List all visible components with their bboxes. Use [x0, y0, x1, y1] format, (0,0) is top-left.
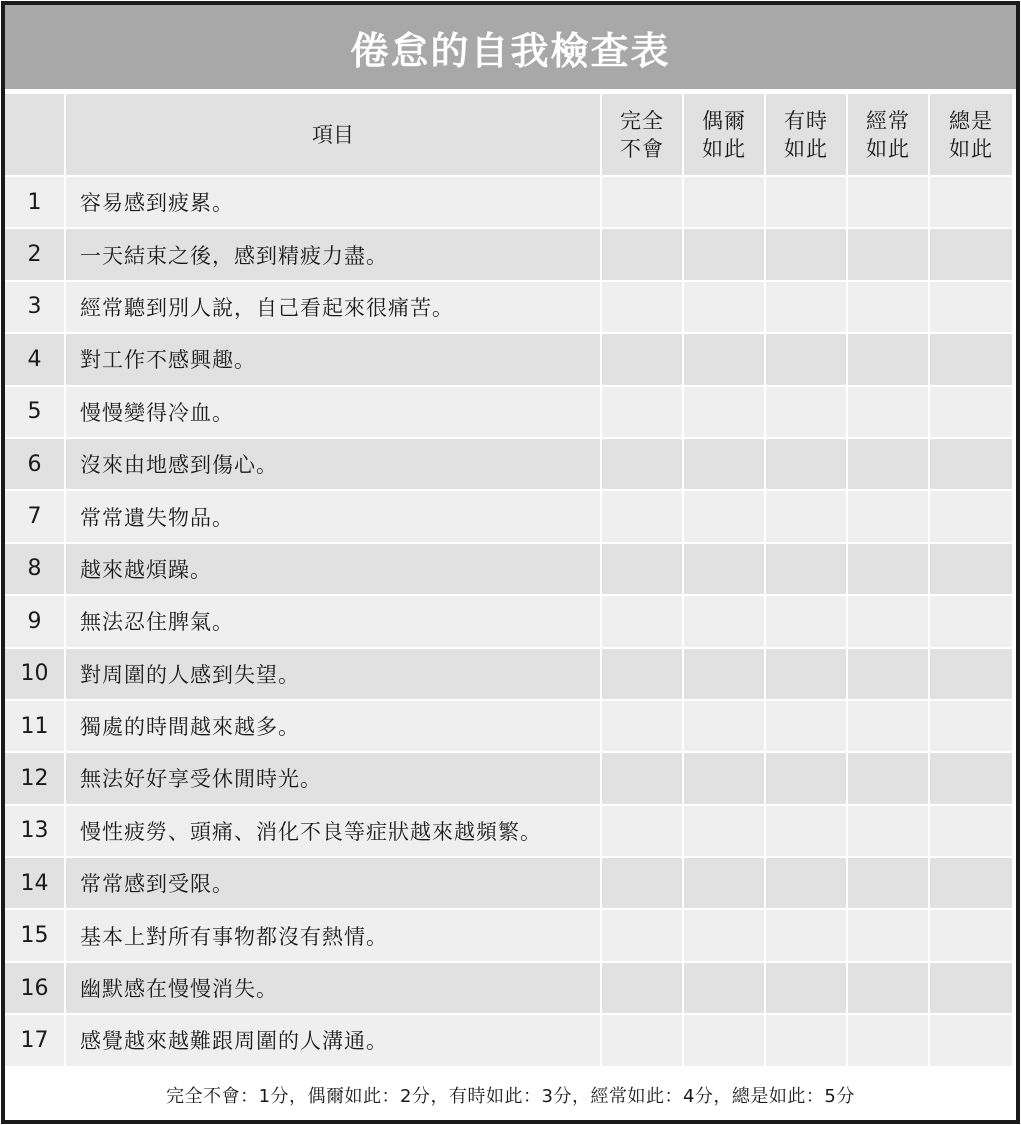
header-choice-always — [930, 94, 1012, 177]
header-choice-line: 如此 — [949, 136, 993, 161]
answer-box-sometimes[interactable] — [766, 177, 848, 229]
header-choice-line: 總是 — [949, 108, 993, 133]
answer-box-sometimes[interactable] — [766, 649, 848, 701]
answer-box-rarely[interactable] — [684, 649, 766, 701]
row-item-text: 無法忍住脾氣。 — [66, 596, 602, 648]
row-item-text: 沒來由地感到傷心。 — [66, 439, 602, 491]
answer-box-often[interactable] — [848, 491, 930, 543]
row-number: 9 — [5, 596, 66, 648]
answer-box-never[interactable] — [602, 963, 684, 1015]
row-number: 11 — [5, 701, 66, 753]
row-number: 1 — [5, 177, 66, 229]
answer-box-often[interactable] — [848, 858, 930, 910]
answer-box-often[interactable] — [848, 334, 930, 386]
answer-box-never[interactable] — [602, 753, 684, 805]
row-item-text: 慢性疲勞、頭痛、消化不良等症狀越來越頻繁。 — [66, 806, 602, 858]
answer-box-sometimes[interactable] — [766, 491, 848, 543]
answer-box-never[interactable] — [602, 806, 684, 858]
header-choice-line: 偶爾 — [702, 108, 746, 133]
answer-box-rarely[interactable] — [684, 701, 766, 753]
header-choice-line: 有時 — [784, 108, 828, 133]
answer-box-often[interactable] — [848, 753, 930, 805]
row-item-text: 幽默感在慢慢消失。 — [66, 963, 602, 1015]
row-number: 17 — [5, 1015, 66, 1067]
answer-box-never[interactable] — [602, 229, 684, 281]
answer-box-often[interactable] — [848, 229, 930, 281]
row-number: 14 — [5, 858, 66, 910]
answer-box-never[interactable] — [602, 1015, 684, 1067]
row-item-text: 基本上對所有事物都沒有熱情。 — [66, 910, 602, 962]
answer-box-always[interactable] — [930, 858, 1012, 910]
answer-box-rarely[interactable] — [684, 544, 766, 596]
row-item-text: 對周圍的人感到失望。 — [66, 649, 602, 701]
header-number — [5, 94, 66, 177]
answer-box-rarely[interactable] — [684, 1015, 766, 1067]
answer-box-often[interactable] — [848, 177, 930, 229]
answer-box-rarely[interactable] — [684, 387, 766, 439]
answer-box-often[interactable] — [848, 387, 930, 439]
answer-box-sometimes[interactable] — [766, 282, 848, 334]
answer-box-always[interactable] — [930, 334, 1012, 386]
answer-box-always[interactable] — [930, 544, 1012, 596]
row-item-text: 一天結束之後，感到精疲力盡。 — [66, 229, 602, 281]
row-item-text: 對工作不感興趣。 — [66, 334, 602, 386]
answer-box-always[interactable] — [930, 491, 1012, 543]
answer-box-sometimes[interactable] — [766, 858, 848, 910]
answer-box-rarely[interactable] — [684, 806, 766, 858]
row-item-text: 慢慢變得冷血。 — [66, 387, 602, 439]
answer-box-never[interactable] — [602, 910, 684, 962]
answer-box-never[interactable] — [602, 334, 684, 386]
header-choice-often — [848, 94, 930, 177]
answer-box-sometimes[interactable] — [766, 806, 848, 858]
header-choice-line: 如此 — [702, 136, 746, 161]
header-choice-line: 完全 — [620, 108, 664, 133]
row-number: 2 — [5, 229, 66, 281]
answer-box-never[interactable] — [602, 177, 684, 229]
answer-box-always[interactable] — [930, 910, 1012, 962]
answer-box-sometimes[interactable] — [766, 229, 848, 281]
answer-box-sometimes[interactable] — [766, 439, 848, 491]
answer-box-never[interactable] — [602, 282, 684, 334]
answer-box-rarely[interactable] — [684, 439, 766, 491]
answer-box-never[interactable] — [602, 858, 684, 910]
answer-box-always[interactable] — [930, 649, 1012, 701]
answer-box-always[interactable] — [930, 963, 1012, 1015]
answer-box-always[interactable] — [930, 229, 1012, 281]
answer-box-often[interactable] — [848, 963, 930, 1015]
row-number: 12 — [5, 753, 66, 805]
answer-box-often[interactable] — [848, 596, 930, 648]
scoring-legend: 完全不會：1分，偶爾如此：2分，有時如此：3分，經常如此：4分，總是如此：5分 — [166, 1085, 855, 1107]
answer-box-always[interactable] — [930, 753, 1012, 805]
answer-box-never[interactable] — [602, 596, 684, 648]
row-item-text: 感覺越來越難跟周圍的人溝通。 — [66, 1015, 602, 1067]
row-number: 10 — [5, 649, 66, 701]
answer-box-always[interactable] — [930, 282, 1012, 334]
answer-box-never[interactable] — [602, 439, 684, 491]
answer-box-rarely[interactable] — [684, 491, 766, 543]
title-bar — [5, 5, 1016, 89]
answer-box-always[interactable] — [930, 596, 1012, 648]
answer-box-sometimes[interactable] — [766, 963, 848, 1015]
answer-box-rarely[interactable] — [684, 282, 766, 334]
header-choice-never — [602, 94, 684, 177]
answer-box-sometimes[interactable] — [766, 753, 848, 805]
row-item-text: 越來越煩躁。 — [66, 544, 602, 596]
answer-box-always[interactable] — [930, 806, 1012, 858]
answer-box-often[interactable] — [848, 649, 930, 701]
answer-box-often[interactable] — [848, 1015, 930, 1067]
answer-box-often[interactable] — [848, 282, 930, 334]
answer-box-often[interactable] — [848, 910, 930, 962]
row-number: 16 — [5, 963, 66, 1015]
header-choice-sometimes — [766, 94, 848, 177]
answer-box-rarely[interactable] — [684, 334, 766, 386]
answer-box-always[interactable] — [930, 1015, 1012, 1067]
answer-box-never[interactable] — [602, 701, 684, 753]
answer-box-sometimes[interactable] — [766, 701, 848, 753]
row-item-text: 容易感到疲累。 — [66, 177, 602, 229]
answer-box-always[interactable] — [930, 177, 1012, 229]
answer-box-always[interactable] — [930, 439, 1012, 491]
row-number: 6 — [5, 439, 66, 491]
answer-box-rarely[interactable] — [684, 753, 766, 805]
answer-box-sometimes[interactable] — [766, 1015, 848, 1067]
page-title: 倦怠的自我檢查表 — [350, 28, 671, 73]
row-number: 5 — [5, 387, 66, 439]
row-item-text: 常常遺失物品。 — [66, 491, 602, 543]
answer-box-often[interactable] — [848, 806, 930, 858]
header-choice-line: 經常 — [866, 108, 910, 133]
row-item-text: 經常聽到別人說，自己看起來很痛苦。 — [66, 282, 602, 334]
answer-box-sometimes[interactable] — [766, 596, 848, 648]
row-number: 15 — [5, 910, 66, 962]
row-number: 4 — [5, 334, 66, 386]
answer-box-often[interactable] — [848, 544, 930, 596]
row-number: 3 — [5, 282, 66, 334]
answer-box-rarely[interactable] — [684, 596, 766, 648]
answer-box-rarely[interactable] — [684, 963, 766, 1015]
answer-box-never[interactable] — [602, 387, 684, 439]
answer-box-often[interactable] — [848, 701, 930, 753]
answer-box-sometimes[interactable] — [766, 910, 848, 962]
header-choice-line: 如此 — [866, 136, 910, 161]
header-choice-line: 不會 — [620, 136, 664, 161]
row-item-text: 無法好好享受休閒時光。 — [66, 753, 602, 805]
answer-box-often[interactable] — [848, 439, 930, 491]
answer-box-rarely[interactable] — [684, 910, 766, 962]
answer-box-never[interactable] — [602, 491, 684, 543]
checklist-frame — [1, 1, 1020, 1124]
answer-box-sometimes[interactable] — [766, 334, 848, 386]
answer-box-always[interactable] — [930, 387, 1012, 439]
row-number: 7 — [5, 491, 66, 543]
answer-box-rarely[interactable] — [684, 177, 766, 229]
answer-box-rarely[interactable] — [684, 229, 766, 281]
answer-box-never[interactable] — [602, 649, 684, 701]
answer-box-never[interactable] — [602, 544, 684, 596]
row-item-text: 獨處的時間越來越多。 — [66, 701, 602, 753]
answer-box-sometimes[interactable] — [766, 387, 848, 439]
answer-box-always[interactable] — [930, 701, 1012, 753]
row-number: 13 — [5, 806, 66, 858]
answer-box-sometimes[interactable] — [766, 544, 848, 596]
header-choice-line: 如此 — [784, 136, 828, 161]
checklist-table — [5, 94, 1016, 1069]
header-choice-rarely — [684, 94, 766, 177]
answer-box-rarely[interactable] — [684, 858, 766, 910]
header-item: 項目 — [66, 94, 602, 177]
row-number: 8 — [5, 544, 66, 596]
row-item-text: 常常感到受限。 — [66, 858, 602, 910]
